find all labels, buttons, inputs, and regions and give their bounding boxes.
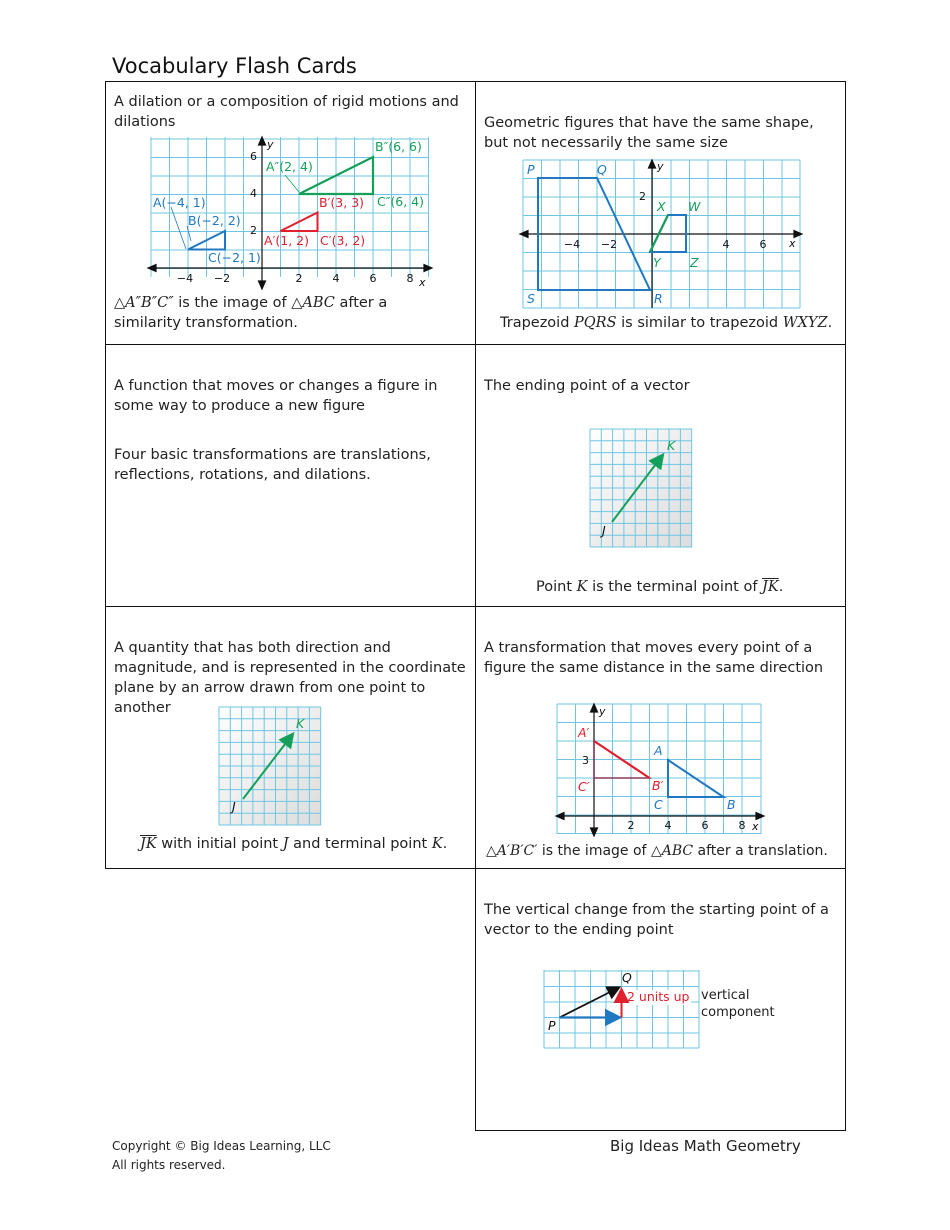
translation-x-label: x [752, 820, 759, 833]
similar-x-label: x [789, 237, 796, 250]
translation-x-tick: 2 [627, 819, 635, 832]
caption-text: is the image of [537, 843, 651, 859]
caption-orig-triangle: △ABC [650, 843, 694, 859]
footer-book-title: Big Ideas Math Geometry [610, 1137, 801, 1155]
dilation-definition: A dilation or a composition of rigid motions and dilations [114, 94, 459, 130]
dilation-y-label: y [267, 138, 274, 151]
translation-x-tick: 6 [701, 819, 709, 832]
dilation-y-tick: 6 [250, 150, 257, 163]
translation-caption [486, 841, 828, 861]
caption-image-triangle: △A″B″C″ [114, 295, 174, 311]
label-w: W [688, 199, 701, 214]
similar-y-tick: 2 [639, 190, 646, 203]
translation-x-tick: 4 [664, 819, 672, 832]
dilation-x-tick: −4 [176, 272, 194, 285]
label-a-double-prime: A″(2, 4) [266, 159, 313, 174]
dilation-x-tick: 2 [295, 272, 303, 285]
caption-text: Point [536, 579, 577, 595]
vertical-graph [543, 970, 788, 1050]
label-b-double-prime: B″(6, 6) [375, 139, 422, 154]
vertical-definition: The vertical change from the starting point of a vector to the ending point [484, 902, 829, 938]
caption-text: is similar to trapezoid [616, 315, 783, 331]
caption-text: and terminal point [288, 836, 432, 852]
label-c: C [654, 797, 663, 812]
similar-y-label: y [657, 160, 664, 173]
units-up-label: 2 units up [627, 989, 690, 1004]
translation-definition: A transformation that moves every point of a figure the same distance in the same direction [484, 640, 824, 676]
similar-x-tick: −4 [563, 238, 581, 251]
translation-x-tick: 8 [738, 819, 746, 832]
label-k: K [667, 438, 676, 453]
label-q: Q [597, 162, 607, 177]
similar-caption [500, 313, 832, 333]
dilation-graph [148, 137, 433, 289]
label-b-prime: B′ [652, 778, 664, 793]
label-a: A [654, 743, 663, 758]
vector-pq [560, 988, 619, 1018]
vector-definition: A quantity that has both direction and magnitude, and is represented in the coordinate plane by an arrow drawn from one point to another [114, 640, 466, 716]
vector-graph [219, 707, 321, 825]
dilation-caption [114, 293, 387, 313]
dilation-caption-line2: similarity transformation. [114, 315, 298, 331]
dilation-y-tick: 2 [250, 224, 257, 237]
vertical-label: vertical [701, 988, 750, 1003]
transformation-definition: A function that moves or changes a figure in some way to produce a new figure [114, 378, 438, 414]
footer-copyright [112, 1137, 331, 1175]
label-z: Z [690, 255, 699, 270]
page-title: Vocabulary Flash Cards [112, 54, 357, 78]
label-a-prime: A′ [578, 725, 590, 740]
transformation-note: Four basic transformations are translations, reflections, rotations, and dilations. [114, 447, 431, 483]
label-y: Y [653, 255, 661, 270]
label-p: P [527, 162, 535, 177]
caption-text: . [442, 836, 448, 852]
caption-vector-jk: $\overline{JK}$ [140, 836, 157, 852]
label-r: R [654, 291, 663, 306]
label-j: J [232, 799, 236, 814]
caption-image-triangle: △A′B′C′ [486, 843, 538, 859]
terminal-caption [536, 577, 783, 597]
label-k: K [296, 716, 305, 731]
terminal-definition: The ending point of a vector [484, 378, 690, 394]
terminal-graph [590, 429, 692, 547]
similar-x-tick: −2 [600, 238, 618, 251]
similar-definition: Geometric figures that have the same shape, but not necessarily the same size [484, 115, 814, 151]
label-c: C(−2, 1) [208, 250, 261, 265]
label-b: B [727, 797, 736, 812]
dilation-y-tick: 4 [250, 187, 257, 200]
caption-text: is the terminal point of [587, 579, 763, 595]
caption-text: is the image of [173, 295, 292, 311]
similar-graph [520, 160, 802, 310]
caption-text: with initial point [156, 836, 283, 852]
caption-k: K [576, 579, 588, 595]
similar-x-tick: 4 [722, 238, 730, 251]
dilation-x-label: x [419, 276, 426, 289]
label-b: B(−2, 2) [188, 213, 241, 228]
caption-vector-jk: $\overline{JK}$ [762, 579, 779, 595]
label-s: S [527, 291, 535, 306]
caption-text: after a [334, 295, 388, 311]
translation-graph [556, 704, 764, 836]
translation-y-label: y [599, 705, 606, 718]
dilation-x-tick: 4 [332, 272, 340, 285]
dilation-x-tick: 8 [406, 272, 414, 285]
translation-y-tick: 3 [582, 754, 589, 767]
caption-j: J [282, 836, 289, 852]
vector-caption [140, 834, 447, 854]
caption-text: after a translation. [693, 843, 828, 859]
label-c-prime: C′(3, 2) [320, 233, 366, 248]
caption-text: . [778, 579, 784, 595]
caption-k: K [431, 836, 443, 852]
label-p: P [548, 1018, 556, 1033]
label-q: Q [622, 970, 632, 985]
caption-wxyz: WXYZ [782, 315, 828, 331]
rights-text: All rights reserved. [112, 1158, 226, 1172]
copyright-text: Copyright © Big Ideas Learning, LLC [112, 1139, 331, 1153]
dilation-x-tick: −2 [213, 272, 231, 285]
label-c-prime: C′ [578, 779, 590, 794]
label-c-double-prime: C″(6, 4) [377, 194, 425, 209]
label-j: J [602, 523, 606, 538]
caption-orig-triangle: △ABC [291, 295, 335, 311]
caption-pqrs: PQRS [574, 315, 617, 331]
label-b-prime: B′(3, 3) [319, 195, 365, 210]
similar-x-tick: 6 [759, 238, 767, 251]
caption-text: . [827, 315, 833, 331]
label-a: A(−4, 1) [153, 195, 206, 210]
component-label: component [701, 1005, 775, 1020]
label-x: X [657, 199, 666, 214]
caption-text: Trapezoid [500, 315, 575, 331]
label-a-prime: A′(1, 2) [264, 233, 309, 248]
dilation-x-tick: 6 [369, 272, 377, 285]
